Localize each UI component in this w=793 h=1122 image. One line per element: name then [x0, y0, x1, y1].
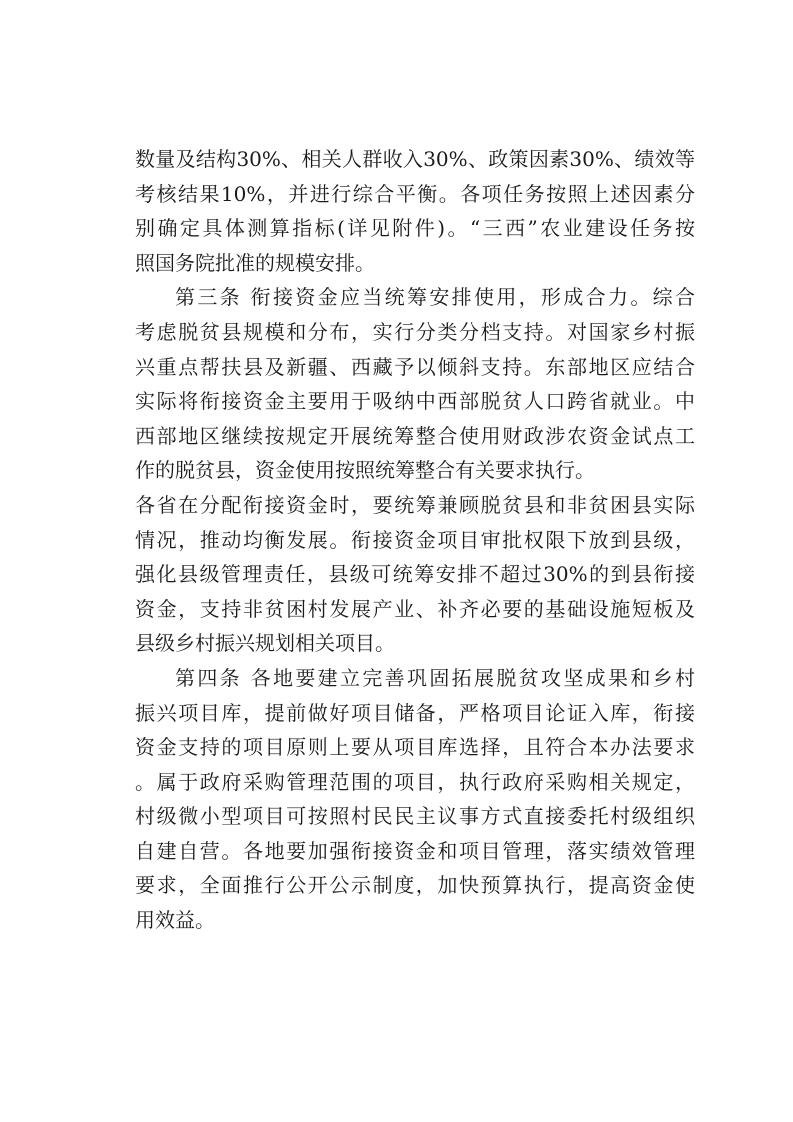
text-line: 西部地区继续按规定开展统筹整合使用财政涉农资金试点工 [135, 423, 695, 448]
text-line: 作的脱贫县，资金使用按照统筹整合有关要求执行。 [135, 458, 595, 483]
text-line: 要求，全面推行公开公示制度，加快预算执行，提高资金使 [135, 873, 695, 898]
text-line: 情况，推动均衡发展。衔接资金项目审批权限下放到县级， [135, 527, 695, 552]
text-line: 兴重点帮扶县及新疆、西藏予以倾斜支持。东部地区应结合 [135, 354, 695, 379]
text-line: 各省在分配衔接资金时，要统筹兼顾脱贫县和非贫困县实际 [135, 492, 695, 517]
text-line: 别确定具体测算指标(详见附件)。“三西”农业建设任务按 [135, 216, 695, 241]
text-line: 资金，支持非贫困村发展产业、补齐必要的基础设施短板及 [135, 596, 695, 621]
text-line: 强化县级管理责任，县级可统筹安排不超过30%的到县衔接 [135, 562, 695, 587]
text-line: 照国务院批准的规模安排。 [135, 250, 375, 275]
text-line: 资金支持的项目原则上要从项目库选择，且符合本办法要求 [135, 735, 695, 760]
text-line: 。属于政府采购管理范围的项目，执行政府采购相关规定， [135, 769, 695, 794]
text-line: 振兴项目库，提前做好项目储备，严格项目论证入库，衔接 [135, 700, 695, 725]
text-line: 数量及结构30%、相关人群收入30%、政策因素30%、绩效等 [135, 147, 695, 171]
text-line: 第四条 各地要建立完善巩固拓展脱贫攻坚成果和乡村 [175, 665, 695, 690]
text-line: 考核结果10%，并进行综合平衡。各项任务按照上述因素分 [135, 181, 695, 206]
text-line: 村级微小型项目可按照村民民主议事方式直接委托村级组织 [135, 804, 695, 829]
text-line: 用效益。 [135, 908, 215, 933]
text-line: 自建自营。各地要加强衔接资金和项目管理，落实绩效管理 [135, 838, 695, 863]
document-body [135, 142, 695, 938]
text-line: 考虑脱贫县规模和分布，实行分类分档支持。对国家乡村振 [135, 319, 695, 344]
text-line: 县级乡村振兴规划相关项目。 [135, 631, 395, 656]
text-line: 实际将衔接资金主要用于吸纳中西部脱贫人口跨省就业。中 [135, 389, 695, 414]
text-line: 第三条 衔接资金应当统筹安排使用，形成合力。综合 [175, 285, 695, 310]
